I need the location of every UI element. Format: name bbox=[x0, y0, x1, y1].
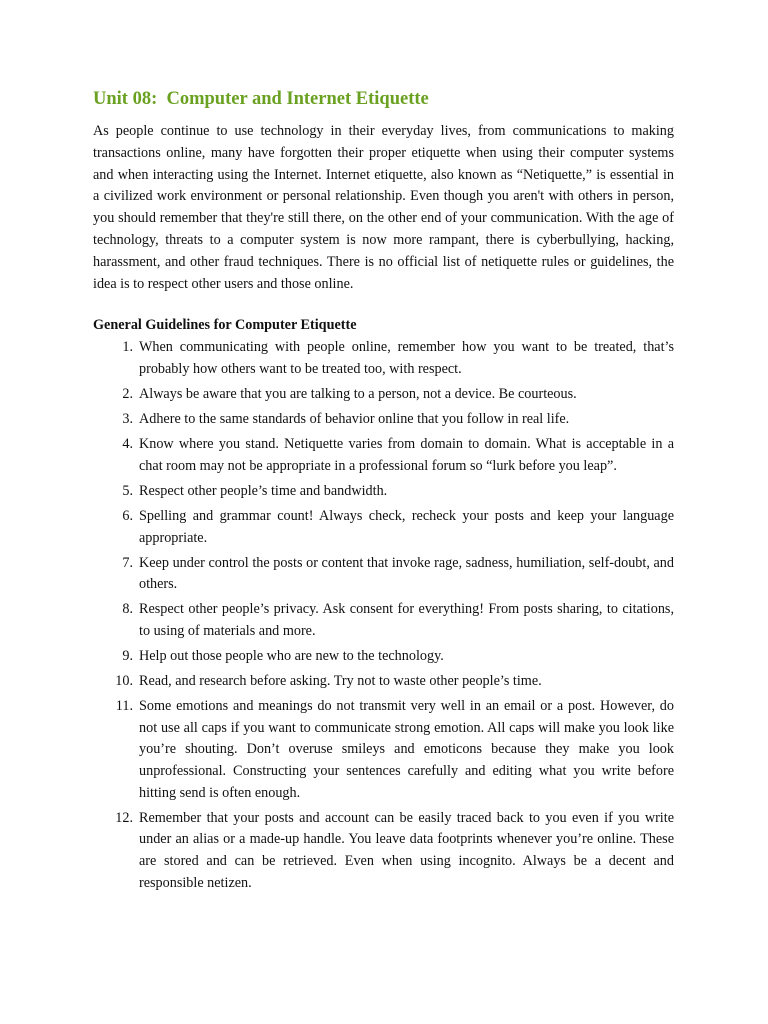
list-item-text: Some emotions and meanings do not transmit very well in an email or a post. However, do not use all caps if you want to communicate strong emotion. All caps will make you look like you’re shouting. Don’t overuse smileys and emoticons because they make you look unprofessional. Constructing your sentences carefully and editing what you write before hitting send is often enough. bbox=[139, 698, 674, 801]
list-item-number: 1. bbox=[122, 339, 133, 356]
list-item bbox=[93, 384, 674, 406]
intro-paragraph: As people continue to use technology in their everyday lives, from communications to making transactions online, many have forgotten their proper etiquette when using their computer systems and when interacting using the Internet. Internet etiquette, also known as “Netiquette,” is essential in a civilized work environment or personal relationship. Even though you aren't with others in person, you should remember that they're still there, on the other end of your communication. With the age of technology, threats to a computer system is now more rampant, there is cyberbullying, hacking, harassment, and other fraud techniques. There is no official list of netiquette rules or guidelines, the idea is to respect other users and those online. bbox=[93, 123, 674, 292]
list-item-number: 5. bbox=[122, 482, 133, 499]
page-title: Unit 08: Computer and Internet Etiquette bbox=[93, 89, 429, 109]
list-item bbox=[93, 599, 674, 642]
list-item-text: Spelling and grammar count! Always check, recheck your posts and keep your language appropriate. bbox=[139, 508, 674, 546]
list-item-text: Keep under control the posts or content that invoke rage, sadness, humiliation, self-doubt, and others. bbox=[139, 554, 674, 593]
list-item-text: Adhere to the same standards of behavior online that you follow in real life. bbox=[139, 411, 570, 428]
list-item-number: 10. bbox=[115, 673, 133, 690]
list-item bbox=[93, 434, 674, 477]
list-item bbox=[93, 409, 674, 431]
list-item-number: 3. bbox=[122, 411, 133, 428]
list-item bbox=[93, 337, 674, 380]
list-item-text: Help out those people who are new to the technology. bbox=[139, 648, 444, 665]
list-item bbox=[93, 671, 674, 693]
list-item-number: 8. bbox=[122, 601, 133, 618]
list-item-text: Always be aware that you are talking to a person, not a device. Be courteous. bbox=[139, 386, 577, 403]
list-item bbox=[93, 646, 674, 668]
list-item-text: When communicating with people online, remember how you want to be treated, that’s probably how others want to be treated too, with respect. bbox=[139, 339, 674, 377]
list-item bbox=[93, 506, 674, 549]
document-page bbox=[93, 87, 674, 898]
list-item bbox=[93, 696, 674, 804]
list-item-text: Respect other people’s time and bandwidth. bbox=[139, 482, 388, 499]
list-item-number: 4. bbox=[122, 436, 133, 453]
list-item bbox=[93, 808, 674, 894]
list-item-number: 2. bbox=[122, 386, 133, 403]
list-item-number: 6. bbox=[122, 508, 133, 525]
list-item-text: Know where you stand. Netiquette varies from domain to domain. What is acceptable in a chat room may not be appropriate in a professional forum so “lurk before you leap”. bbox=[139, 436, 674, 474]
list-item-number: 7. bbox=[122, 554, 133, 571]
list-item-text: Read, and research before asking. Try not to waste other people’s time. bbox=[139, 673, 542, 690]
list-item-number: 11. bbox=[115, 698, 133, 715]
list-item-text: Respect other people’s privacy. Ask consent for everything! From posts sharing, to citations, to using of materials and more. bbox=[139, 601, 674, 639]
list-item-text: Remember that your posts and account can be easily traced back to you even if you write under an alias or a made-up handle. You leave data footprints whenever you’re online. These are stored and can be retrieved. Even when using incognito. Always be a decent and responsible netizen. bbox=[139, 809, 674, 891]
section-heading: General Guidelines for Computer Etiquette bbox=[93, 317, 357, 334]
list-item bbox=[93, 553, 674, 596]
guidelines-list bbox=[93, 337, 674, 894]
list-item-number: 9. bbox=[122, 648, 133, 665]
list-item-number: 12. bbox=[115, 809, 133, 826]
list-item bbox=[93, 481, 674, 503]
